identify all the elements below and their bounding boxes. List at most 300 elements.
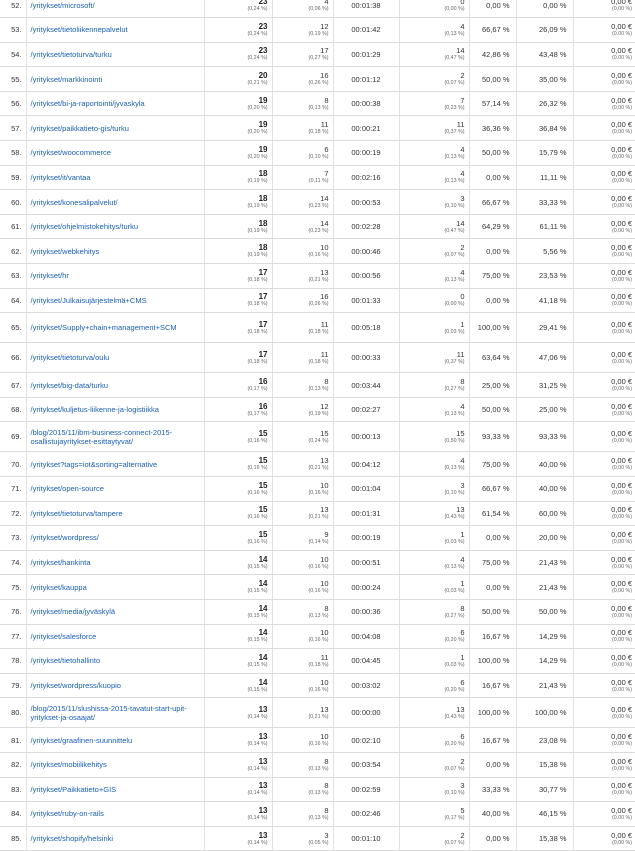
pageviews-value: 15	[258, 529, 268, 539]
pageviews-value: 17	[258, 349, 268, 359]
exit-rate-cell: 14,29 %	[516, 624, 573, 649]
row-index: 53.	[0, 18, 26, 43]
entrances-value: 4	[460, 456, 465, 466]
table-row	[0, 190, 635, 215]
page-link[interactable]: /yritykset/microsoft/	[30, 0, 95, 10]
entrances-cell	[399, 42, 469, 67]
bounce-rate-cell: 42,86 %	[469, 42, 516, 67]
page-link[interactable]: /yritykset/graafinen-suunnittelu	[30, 735, 133, 745]
unique-pageviews-percent: (0,21 %)	[308, 276, 329, 283]
avg-time-cell: 00:02:28	[333, 214, 399, 239]
unique-pageviews-cell	[272, 477, 333, 502]
exit-rate-cell: 46,15 %	[516, 802, 573, 827]
avg-time-cell: 00:01:31	[333, 501, 399, 526]
pageviews-percent: (0,15 %)	[247, 686, 268, 693]
pageviews-cell	[204, 239, 272, 264]
unique-pageviews-percent: (0,05 %)	[308, 839, 329, 846]
page-link[interactable]: /yritykset/open-source	[30, 484, 104, 494]
unique-pageviews-value: 8	[324, 781, 329, 791]
pageviews-cell	[204, 452, 272, 477]
page-cell	[26, 288, 204, 313]
unique-pageviews-cell	[272, 288, 333, 313]
row-index: 69.	[0, 422, 26, 452]
page-cell	[26, 802, 204, 827]
unique-pageviews-value: 10	[320, 628, 329, 638]
page-link[interactable]: /yritykset/tietoturva/tampere	[30, 508, 123, 518]
entrances-cell	[399, 550, 469, 575]
page-link[interactable]: /yritykset?tags=iot&sorting=alternative	[30, 459, 158, 469]
bounce-rate-cell: 100,00 %	[469, 698, 516, 728]
page-link[interactable]: /yritykset/webkehitys	[30, 246, 100, 256]
page-value: 0,00 €	[611, 0, 632, 7]
page-link[interactable]: /yritykset/salesforce	[30, 631, 97, 641]
page-link[interactable]: /yritykset/bi-ja-raportointi/jyvaskyla	[30, 99, 145, 109]
page-cell	[26, 239, 204, 264]
exit-rate-cell: 15,79 %	[516, 141, 573, 166]
page-link[interactable]: /yritykset/kuljetus-liikenne-ja-logistiikka	[30, 405, 159, 415]
table-row	[0, 264, 635, 289]
pageviews-cell	[204, 526, 272, 551]
page-link[interactable]: /yritykset/ruby-on-rails	[30, 809, 104, 819]
page-value-percent: (0,00 %)	[611, 129, 632, 136]
unique-pageviews-percent: (0,18 %)	[308, 661, 329, 668]
page-value-percent: (0,00 %)	[611, 301, 632, 308]
bounce-rate-cell: 75,00 %	[469, 452, 516, 477]
page-value-cell	[573, 673, 635, 698]
page-link[interactable]: /yritykset/wordpress/	[30, 533, 99, 543]
entrances-cell	[399, 698, 469, 728]
avg-time-cell: 00:02:27	[333, 397, 399, 422]
unique-pageviews-value: 11	[320, 120, 329, 130]
bounce-rate-cell: 75,00 %	[469, 550, 516, 575]
unique-pageviews-percent: (0,21 %)	[308, 713, 329, 720]
exit-rate-cell: 21,43 %	[516, 575, 573, 600]
avg-time-cell: 00:04:08	[333, 624, 399, 649]
page-cell	[26, 116, 204, 141]
page-value: 0,00 €	[611, 21, 632, 31]
pageviews-percent: (0,18 %)	[247, 276, 268, 283]
page-value-cell	[573, 116, 635, 141]
page-link[interactable]: /yritykset/hankinta	[30, 558, 91, 568]
page-value-percent: (0,00 %)	[611, 328, 632, 335]
exit-rate-cell: 15,38 %	[516, 826, 573, 851]
entrances-value: 14	[456, 218, 465, 228]
page-value-cell	[573, 288, 635, 313]
table-row	[0, 698, 635, 728]
entrances-percent: (0,07 %)	[444, 80, 465, 87]
entrances-percent: (0,20 %)	[444, 637, 465, 644]
row-index: 74.	[0, 550, 26, 575]
unique-pageviews-cell	[272, 239, 333, 264]
unique-pageviews-value: 11	[320, 652, 329, 662]
pageviews-percent: (0,14 %)	[247, 839, 268, 846]
page-link[interactable]: /yritykset/shopify/helsinki	[30, 834, 114, 844]
page-value: 0,00 €	[611, 579, 632, 589]
page-value: 0,00 €	[611, 243, 632, 253]
exit-rate-cell: 40,00 %	[516, 477, 573, 502]
page-link[interactable]: /yritykset/tietohallinto	[30, 656, 101, 666]
entrances-cell	[399, 239, 469, 264]
bounce-rate-cell: 50,00 %	[469, 397, 516, 422]
page-value: 0,00 €	[611, 480, 632, 490]
pageviews-cell	[204, 91, 272, 116]
unique-pageviews-percent: (0,18 %)	[308, 129, 329, 136]
page-link[interactable]: /yritykset/it/vantaa	[30, 172, 91, 182]
page-value-percent: (0,00 %)	[611, 80, 632, 87]
page-value-cell	[573, 239, 635, 264]
entrances-value: 1	[460, 652, 465, 662]
page-link[interactable]: /blog/2015/11/slushissa-2015-tavatut-start-upit-yritykset-ja-osaajat/	[30, 703, 187, 722]
exit-rate-cell: 0,00 %	[516, 0, 573, 18]
page-value-cell	[573, 728, 635, 753]
unique-pageviews-value: 10	[320, 579, 329, 589]
page-value-cell	[573, 752, 635, 777]
entrances-cell	[399, 452, 469, 477]
row-index: 75.	[0, 575, 26, 600]
pageviews-cell	[204, 190, 272, 215]
page-value-percent: (0,00 %)	[611, 713, 632, 720]
unique-pageviews-percent: (0,16 %)	[308, 637, 329, 644]
table-row	[0, 42, 635, 67]
pageviews-percent: (0,15 %)	[247, 637, 268, 644]
page-value-percent: (0,00 %)	[611, 637, 632, 644]
table-row	[0, 343, 635, 373]
entrances-cell	[399, 373, 469, 398]
page-cell	[26, 777, 204, 802]
page-value-percent: (0,00 %)	[611, 6, 632, 13]
avg-time-cell: 00:03:44	[333, 373, 399, 398]
page-link[interactable]: /yritykset/woocommerce	[30, 148, 111, 158]
unique-pageviews-percent: (0,26 %)	[308, 301, 329, 308]
unique-pageviews-value: 13	[320, 267, 329, 277]
pageviews-value: 18	[258, 218, 268, 228]
page-cell	[26, 649, 204, 674]
exit-rate-cell: 5,56 %	[516, 239, 573, 264]
page-link[interactable]: /yritykset/big-data/turku	[30, 380, 109, 390]
entrances-value: 4	[460, 169, 465, 179]
entrances-cell	[399, 141, 469, 166]
unique-pageviews-percent: (0,21 %)	[308, 514, 329, 521]
table-row	[0, 550, 635, 575]
page-link[interactable]: /yritykset/Julkaisujärjestelmä+CMS	[30, 295, 147, 305]
avg-time-cell: 00:01:33	[333, 288, 399, 313]
exit-rate-cell: 30,77 %	[516, 777, 573, 802]
page-link[interactable]: /yritykset/paikkatieto-gis/turku	[30, 123, 129, 133]
unique-pageviews-value: 10	[320, 554, 329, 564]
page-link[interactable]: /yritykset/ohjelmistokehitys/turku	[30, 222, 139, 232]
page-value-cell	[573, 826, 635, 851]
pageviews-percent: (0,14 %)	[247, 741, 268, 748]
pageviews-value: 19	[258, 95, 268, 105]
row-index: 79.	[0, 673, 26, 698]
entrances-cell	[399, 264, 469, 289]
unique-pageviews-percent: (0,18 %)	[308, 328, 329, 335]
entrances-value: 3	[460, 480, 465, 490]
bounce-rate-cell: 0,00 %	[469, 239, 516, 264]
table-row	[0, 239, 635, 264]
page-link[interactable]: /yritykset/media/jyväskylä	[30, 607, 116, 617]
unique-pageviews-cell	[272, 343, 333, 373]
table-row	[0, 575, 635, 600]
page-cell	[26, 698, 204, 728]
unique-pageviews-percent: (0,11 %)	[308, 178, 329, 185]
entrances-value: 1	[460, 319, 465, 329]
entrances-value: 6	[460, 677, 465, 687]
page-value: 0,00 €	[611, 830, 632, 840]
page-value-cell	[573, 91, 635, 116]
pageviews-value: 18	[258, 194, 268, 204]
page-link[interactable]: /yritykset/kauppa	[30, 582, 87, 592]
page-link[interactable]: /yritykset/tietoliikennepalvelut	[30, 25, 128, 35]
unique-pageviews-cell	[272, 141, 333, 166]
bounce-rate-cell: 61,54 %	[469, 501, 516, 526]
exit-rate-cell: 93,33 %	[516, 422, 573, 452]
pageviews-value: 13	[258, 805, 268, 815]
exit-rate-cell: 36,84 %	[516, 116, 573, 141]
page-cell	[26, 422, 204, 452]
entrances-percent: (0,37 %)	[444, 358, 465, 365]
row-index: 61.	[0, 214, 26, 239]
entrances-percent: (0,07 %)	[444, 252, 465, 259]
entrances-percent: (0,27 %)	[444, 612, 465, 619]
avg-time-cell: 00:00:51	[333, 550, 399, 575]
table-row	[0, 526, 635, 551]
bounce-rate-cell: 0,00 %	[469, 752, 516, 777]
pageviews-value: 15	[258, 428, 268, 438]
pageviews-percent: (0,15 %)	[247, 612, 268, 619]
page-value-percent: (0,00 %)	[611, 563, 632, 570]
unique-pageviews-percent: (0,23 %)	[308, 227, 329, 234]
page-value-cell	[573, 526, 635, 551]
page-link[interactable]: /yritykset/wordpress/kuopio	[30, 681, 121, 691]
page-value-cell	[573, 624, 635, 649]
entrances-value: 0	[460, 0, 465, 7]
page-value-percent: (0,00 %)	[611, 612, 632, 619]
exit-rate-cell: 41,18 %	[516, 288, 573, 313]
page-value-percent: (0,00 %)	[611, 661, 632, 668]
unique-pageviews-value: 11	[320, 319, 329, 329]
unique-pageviews-cell	[272, 526, 333, 551]
page-value-cell	[573, 422, 635, 452]
entrances-percent: (0,03 %)	[444, 661, 465, 668]
row-index: 72.	[0, 501, 26, 526]
row-index: 57.	[0, 116, 26, 141]
bounce-rate-cell: 66,67 %	[469, 477, 516, 502]
unique-pageviews-percent: (0,10 %)	[308, 153, 329, 160]
entrances-percent: (0,03 %)	[444, 328, 465, 335]
page-cell	[26, 673, 204, 698]
page-value-percent: (0,00 %)	[611, 55, 632, 62]
pageviews-percent: (0,15 %)	[247, 563, 268, 570]
page-value: 0,00 €	[611, 95, 632, 105]
bounce-rate-cell: 50,00 %	[469, 599, 516, 624]
entrances-value: 1	[460, 579, 465, 589]
avg-time-cell: 00:00:38	[333, 91, 399, 116]
unique-pageviews-value: 14	[320, 218, 329, 228]
page-link[interactable]: /yritykset/Paikkatieto+GIS	[30, 784, 117, 794]
pageviews-value: 13	[258, 756, 268, 766]
pageviews-percent: (0,19 %)	[247, 252, 268, 259]
page-cell	[26, 373, 204, 398]
avg-time-cell: 00:02:10	[333, 728, 399, 753]
entrances-value: 1	[460, 529, 465, 539]
bounce-rate-cell: 93,33 %	[469, 422, 516, 452]
page-cell	[26, 550, 204, 575]
row-index: 66.	[0, 343, 26, 373]
unique-pageviews-cell	[272, 802, 333, 827]
unique-pageviews-cell	[272, 397, 333, 422]
page-value-cell	[573, 67, 635, 92]
pageviews-percent: (0,14 %)	[247, 765, 268, 772]
avg-time-cell: 00:04:12	[333, 452, 399, 477]
pageviews-value: 13	[258, 781, 268, 791]
page-value-cell	[573, 343, 635, 373]
entrances-cell	[399, 752, 469, 777]
entrances-cell	[399, 624, 469, 649]
pageviews-value: 17	[258, 267, 268, 277]
row-index: 78.	[0, 649, 26, 674]
entrances-value: 4	[460, 267, 465, 277]
pageviews-cell	[204, 422, 272, 452]
page-value: 0,00 €	[611, 292, 632, 302]
page-link[interactable]: /yritykset/hr	[30, 271, 69, 281]
bounce-rate-cell: 66,67 %	[469, 18, 516, 43]
entrances-cell	[399, 67, 469, 92]
bounce-rate-cell: 0,00 %	[469, 165, 516, 190]
page-link[interactable]: /yritykset/konesalipalvelut/	[30, 197, 118, 207]
pageviews-percent: (0,17 %)	[247, 410, 268, 417]
exit-rate-cell: 47,06 %	[516, 343, 573, 373]
entrances-cell	[399, 599, 469, 624]
unique-pageviews-percent: (0,16 %)	[308, 252, 329, 259]
page-link[interactable]: /yritykset/mobiilikehitys	[30, 760, 107, 770]
entrances-percent: (0,13 %)	[444, 410, 465, 417]
page-value: 0,00 €	[611, 319, 632, 329]
avg-time-cell: 00:00:21	[333, 116, 399, 141]
unique-pageviews-cell	[272, 42, 333, 67]
page-link[interactable]: /yritykset/markkinointi	[30, 74, 103, 84]
avg-time-cell: 00:01:12	[333, 67, 399, 92]
pageviews-percent: (0,24 %)	[247, 30, 268, 37]
page-value: 0,00 €	[611, 732, 632, 742]
table-row	[0, 67, 635, 92]
unique-pageviews-percent: (0,06 %)	[308, 6, 329, 13]
page-value: 0,00 €	[611, 349, 632, 359]
page-link[interactable]: /yritykset/tietoturva/turku	[30, 49, 112, 59]
page-value: 0,00 €	[611, 46, 632, 56]
entrances-value: 4	[460, 144, 465, 154]
entrances-cell	[399, 116, 469, 141]
bounce-rate-cell: 25,00 %	[469, 373, 516, 398]
pageviews-value: 13	[258, 830, 268, 840]
table-row	[0, 728, 635, 753]
unique-pageviews-cell	[272, 18, 333, 43]
unique-pageviews-percent: (0,16 %)	[308, 686, 329, 693]
table-row	[0, 313, 635, 343]
exit-rate-cell: 50,00 %	[516, 599, 573, 624]
exit-rate-cell: 21,43 %	[516, 550, 573, 575]
entrances-value: 2	[460, 830, 465, 840]
page-value: 0,00 €	[611, 120, 632, 130]
unique-pageviews-percent: (0,16 %)	[308, 588, 329, 595]
pageviews-value: 14	[258, 554, 268, 564]
avg-time-cell: 00:00:00	[333, 698, 399, 728]
bounce-rate-cell: 50,00 %	[469, 67, 516, 92]
pageviews-percent: (0,20 %)	[247, 104, 268, 111]
row-index: 65.	[0, 313, 26, 343]
page-link[interactable]: /blog/2015/11/ibm-business-connect-2015-osallistujayritykset-esittaytyvat/	[30, 427, 173, 446]
bounce-rate-cell: 40,00 %	[469, 802, 516, 827]
avg-time-cell: 00:03:54	[333, 752, 399, 777]
unique-pageviews-cell	[272, 264, 333, 289]
pageviews-value: 23	[258, 46, 268, 56]
pageviews-percent: (0,14 %)	[247, 790, 268, 797]
pageviews-cell	[204, 116, 272, 141]
entrances-percent: (0,13 %)	[444, 30, 465, 37]
page-cell	[26, 313, 204, 343]
entrances-cell	[399, 91, 469, 116]
avg-time-cell: 00:00:53	[333, 190, 399, 215]
page-value-cell	[573, 18, 635, 43]
pageviews-value: 14	[258, 677, 268, 687]
pageviews-value: 18	[258, 243, 268, 253]
table-row	[0, 91, 635, 116]
entrances-cell	[399, 397, 469, 422]
pageviews-value: 15	[258, 505, 268, 515]
page-cell	[26, 752, 204, 777]
pageviews-cell	[204, 373, 272, 398]
unique-pageviews-cell	[272, 624, 333, 649]
table-row	[0, 165, 635, 190]
row-index: 59.	[0, 165, 26, 190]
avg-time-cell: 00:02:59	[333, 777, 399, 802]
entrances-value: 6	[460, 628, 465, 638]
entrances-percent: (0,47 %)	[444, 227, 465, 234]
entrances-cell	[399, 673, 469, 698]
page-value: 0,00 €	[611, 218, 632, 228]
bounce-rate-cell: 16,67 %	[469, 673, 516, 698]
pageviews-value: 15	[258, 456, 268, 466]
unique-pageviews-value: 12	[320, 21, 329, 31]
pageviews-cell	[204, 18, 272, 43]
entrances-percent: (0,43 %)	[444, 514, 465, 521]
pageviews-value: 23	[258, 0, 268, 7]
pageviews-cell	[204, 343, 272, 373]
pageviews-cell	[204, 477, 272, 502]
page-cell	[26, 0, 204, 18]
page-value-percent: (0,00 %)	[611, 252, 632, 259]
avg-time-cell: 00:00:24	[333, 575, 399, 600]
unique-pageviews-percent: (0,13 %)	[308, 612, 329, 619]
bounce-rate-cell: 36,36 %	[469, 116, 516, 141]
entrances-cell	[399, 526, 469, 551]
table-row	[0, 673, 635, 698]
unique-pageviews-value: 10	[320, 732, 329, 742]
pageviews-value: 20	[258, 71, 268, 81]
page-link[interactable]: /yritykset/tietoturva/oulu	[30, 353, 110, 363]
unique-pageviews-percent: (0,13 %)	[308, 814, 329, 821]
entrances-value: 4	[460, 554, 465, 564]
page-value-percent: (0,00 %)	[611, 358, 632, 365]
page-value-percent: (0,00 %)	[611, 538, 632, 545]
page-link[interactable]: /yritykset/Supply+chain+management+SCM	[30, 323, 177, 333]
page-value: 0,00 €	[611, 267, 632, 277]
unique-pageviews-value: 8	[324, 756, 329, 766]
pageviews-percent: (0,20 %)	[247, 129, 268, 136]
pageviews-value: 14	[258, 628, 268, 638]
page-value: 0,00 €	[611, 401, 632, 411]
table-row	[0, 18, 635, 43]
